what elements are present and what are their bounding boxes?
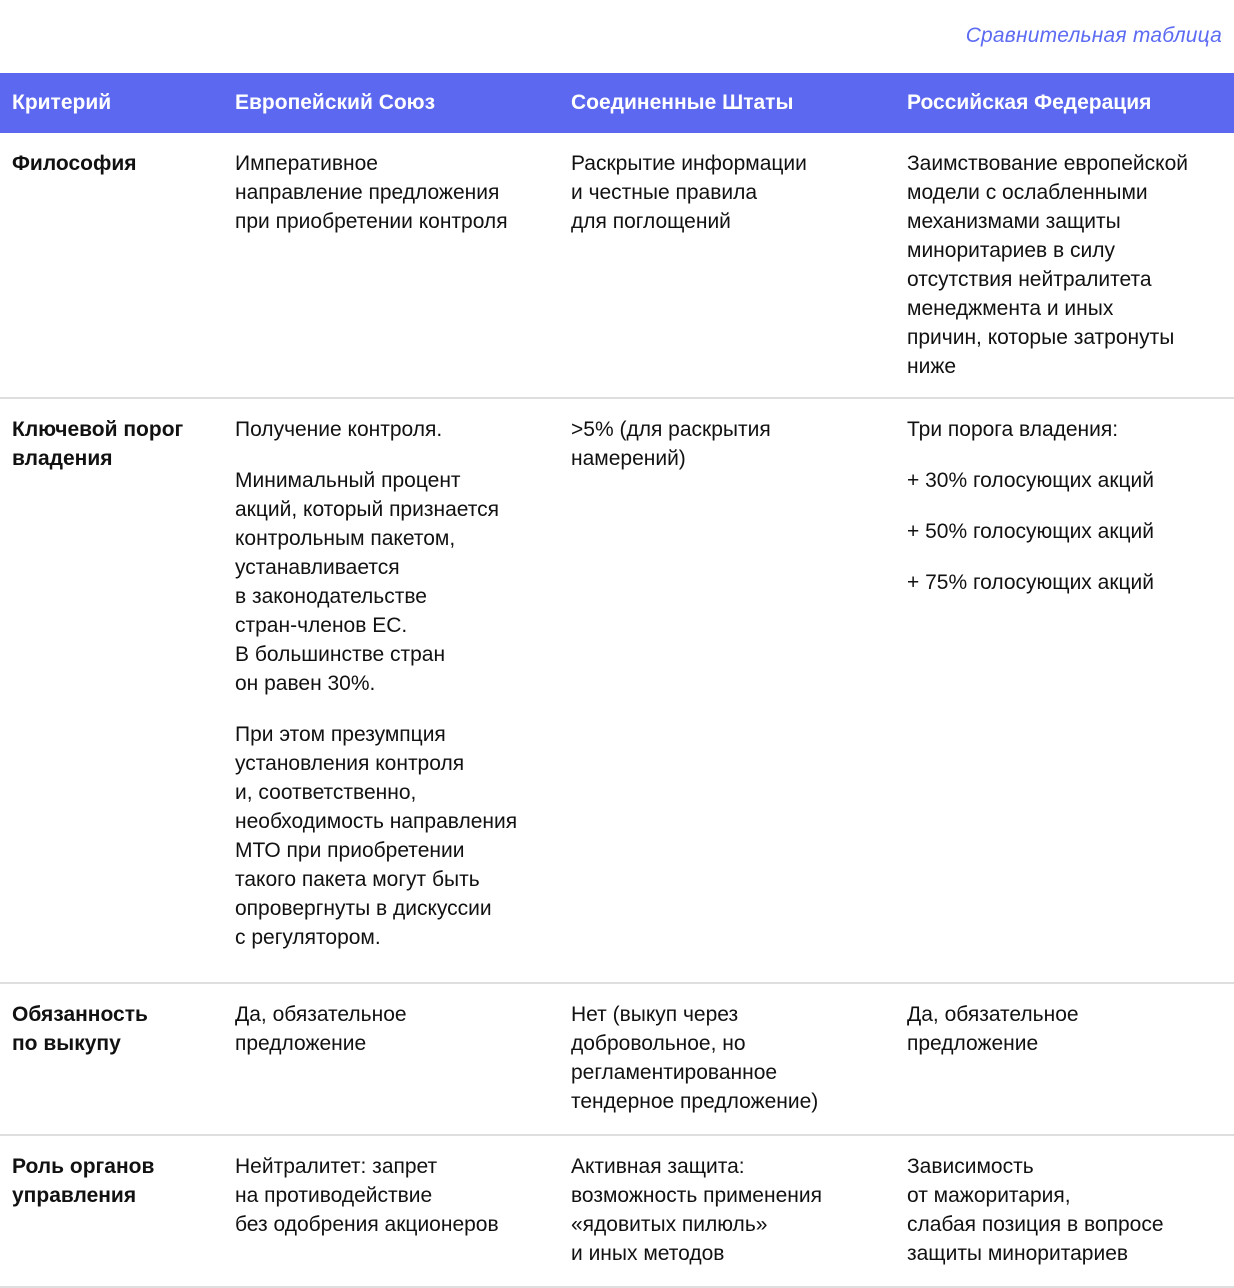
- criterion-label: Ключевой порог владения: [12, 418, 184, 470]
- criterion-label: Философия: [12, 152, 137, 175]
- comparison-table: [0, 73, 1234, 1288]
- table-header: [0, 73, 1234, 133]
- table-caption: Сравнительная таблица: [965, 24, 1222, 47]
- us-text: Активная защита: возможность применения «ядовитых пилюль» и иных методов: [571, 1155, 822, 1265]
- eu-cell: [235, 984, 571, 1134]
- eu-text: Получение контроля.: [235, 418, 443, 441]
- ru-text: + 50% голосующих акций: [907, 520, 1154, 543]
- eu-text: При этом презумпция установления контроля и, соответственно, необходимость направления МТО при приобретении такого пакета могут быть опровергнуты в дискуссии с регулятором.: [235, 723, 518, 949]
- table-row-threshold: [0, 399, 1234, 984]
- eu-cell: [235, 133, 571, 397]
- criterion-cell: [0, 1136, 235, 1286]
- us-text: Раскрытие информации и честные правила для поглощений: [571, 152, 807, 233]
- ru-cell: [907, 399, 1234, 982]
- us-cell: [571, 984, 907, 1134]
- eu-cell: [235, 399, 571, 982]
- table-row-buyout: [0, 984, 1234, 1136]
- table-row-management-role: [0, 1136, 1234, 1288]
- criterion-cell: [0, 399, 235, 982]
- eu-text: Да, обязательное предложение: [235, 1003, 407, 1055]
- header-us: Соединенные Штаты: [571, 91, 794, 114]
- us-text: >5% (для раскрытия намерений): [571, 418, 771, 470]
- ru-text: Три порога владения:: [907, 418, 1119, 441]
- ru-text: Заимствование европейской модели с ослабленными механизмами защиты миноритариев в силу отсутствия нейтралитета менеджмента и иных причин, которые затронуты ниже: [907, 152, 1188, 378]
- criterion-label: Обязанность по выкупу: [12, 1003, 148, 1055]
- criterion-cell: [0, 133, 235, 397]
- ru-text: + 75% голосующих акций: [907, 571, 1154, 594]
- ru-cell: [907, 133, 1234, 397]
- us-cell: [571, 399, 907, 982]
- header-ru: Российская Федерация: [907, 91, 1152, 114]
- ru-cell: [907, 1136, 1234, 1286]
- header-eu: Европейский Союз: [235, 91, 436, 114]
- us-text: Нет (выкуп через добровольное, но регламентированное тендерное предложение): [571, 1003, 819, 1113]
- criterion-cell: [0, 984, 235, 1134]
- us-cell: [571, 133, 907, 397]
- ru-text: Да, обязательное предложение: [907, 1003, 1079, 1055]
- eu-text: Минимальный процент акций, который признается контрольным пакетом, устанавливается в законодательстве стран-членов ЕС. В большинстве стран он равен 30%.: [235, 469, 499, 695]
- table-row-philosophy: [0, 133, 1234, 399]
- eu-cell: [235, 1136, 571, 1286]
- ru-text: Зависимость от мажоритария, слабая позиция в вопросе защиты миноритариев: [907, 1155, 1164, 1265]
- ru-cell: [907, 984, 1234, 1134]
- ru-text: + 30% голосующих акций: [907, 469, 1154, 492]
- eu-text: Нейтралитет: запрет на противодействие без одобрения акционеров: [235, 1155, 499, 1236]
- us-cell: [571, 1136, 907, 1286]
- header-criterion: Критерий: [12, 91, 112, 114]
- criterion-label: Роль органов управления: [12, 1155, 155, 1207]
- eu-text: Императивное направление предложения при приобретении контроля: [235, 152, 508, 233]
